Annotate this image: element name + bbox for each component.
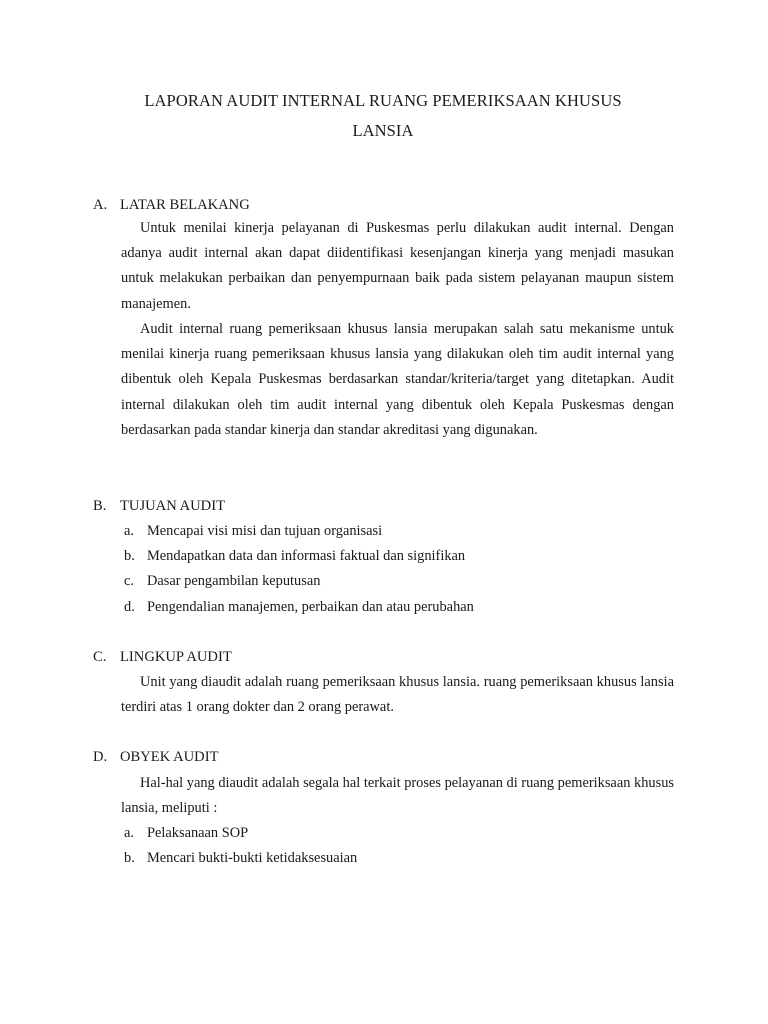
list-item: a. Pelaksanaan SOP xyxy=(124,825,249,841)
section-a-heading xyxy=(93,195,250,215)
list-item: a. Mencapai visi misi dan tujuan organisasi xyxy=(124,523,383,539)
title-line-2: LANSIA xyxy=(352,121,414,140)
section-d-paragraph: Hal-hal yang diaudit adalah segala hal terkait proses pelayanan di ruang pemeriksaan khusus lansia, meliputi : xyxy=(121,775,674,817)
section-b-letter: B. xyxy=(93,498,107,514)
section-b-heading xyxy=(93,496,225,516)
section-c-paragraph: Unit yang diaudit adalah ruang pemeriksaan khusus lansia. ruang pemeriksaan khusus lansia terdiri atas 1 orang dokter dan 2 orang perawat. xyxy=(121,674,674,716)
section-d-heading xyxy=(93,747,219,767)
section-c-letter: C. xyxy=(93,649,107,665)
section-c-heading xyxy=(93,647,232,667)
section-b-title: TUJUAN AUDIT xyxy=(120,498,225,514)
section-c-title: LINGKUP AUDIT xyxy=(120,649,232,665)
list-item: b. Mendapatkan data dan informasi faktual dan signifikan xyxy=(124,548,466,564)
section-a-letter: A. xyxy=(93,197,108,213)
report-title xyxy=(100,86,666,146)
section-a-title: LATAR BELAKANG xyxy=(120,197,250,213)
list-item: b. Mencari bukti-bukti ketidaksesuaian xyxy=(124,850,358,866)
section-d-letter: D. xyxy=(93,749,108,765)
section-a-paragraph-1: Untuk menilai kinerja pelayanan di Puskesmas perlu dilakukan audit internal. Dengan adanya audit internal akan dapat diidentifikasi kesenjangan kinerja yang menjadi masukan untuk melakukan perbaikan dan penyempurnaan baik pada sistem pelayanan maupun sistem manajemen. xyxy=(121,220,674,312)
list-item: d. Pengendalian manajemen, perbaikan dan atau perubahan xyxy=(124,599,474,615)
list-item: c. Dasar pengambilan keputusan xyxy=(124,573,321,589)
section-d-title: OBYEK AUDIT xyxy=(120,749,219,765)
title-line-1: LAPORAN AUDIT INTERNAL RUANG PEMERIKSAAN KHUSUS xyxy=(144,91,622,110)
section-a-paragraph-2: Audit internal ruang pemeriksaan khusus lansia merupakan salah satu mekanisme untuk menilai kinerja ruang pemeriksaan khusus lansia yang dilakukan oleh tim audit internal yang dibentuk oleh Kepala Puskesmas berdasarkan standar/kriteria/target yang ditetapkan. Audit internal dilakukan oleh tim audit internal yang dibentuk oleh Kepala Puskesmas dengan berdasarkan pada standar kinerja dan standar akreditasi yang digunakan. xyxy=(121,321,674,438)
